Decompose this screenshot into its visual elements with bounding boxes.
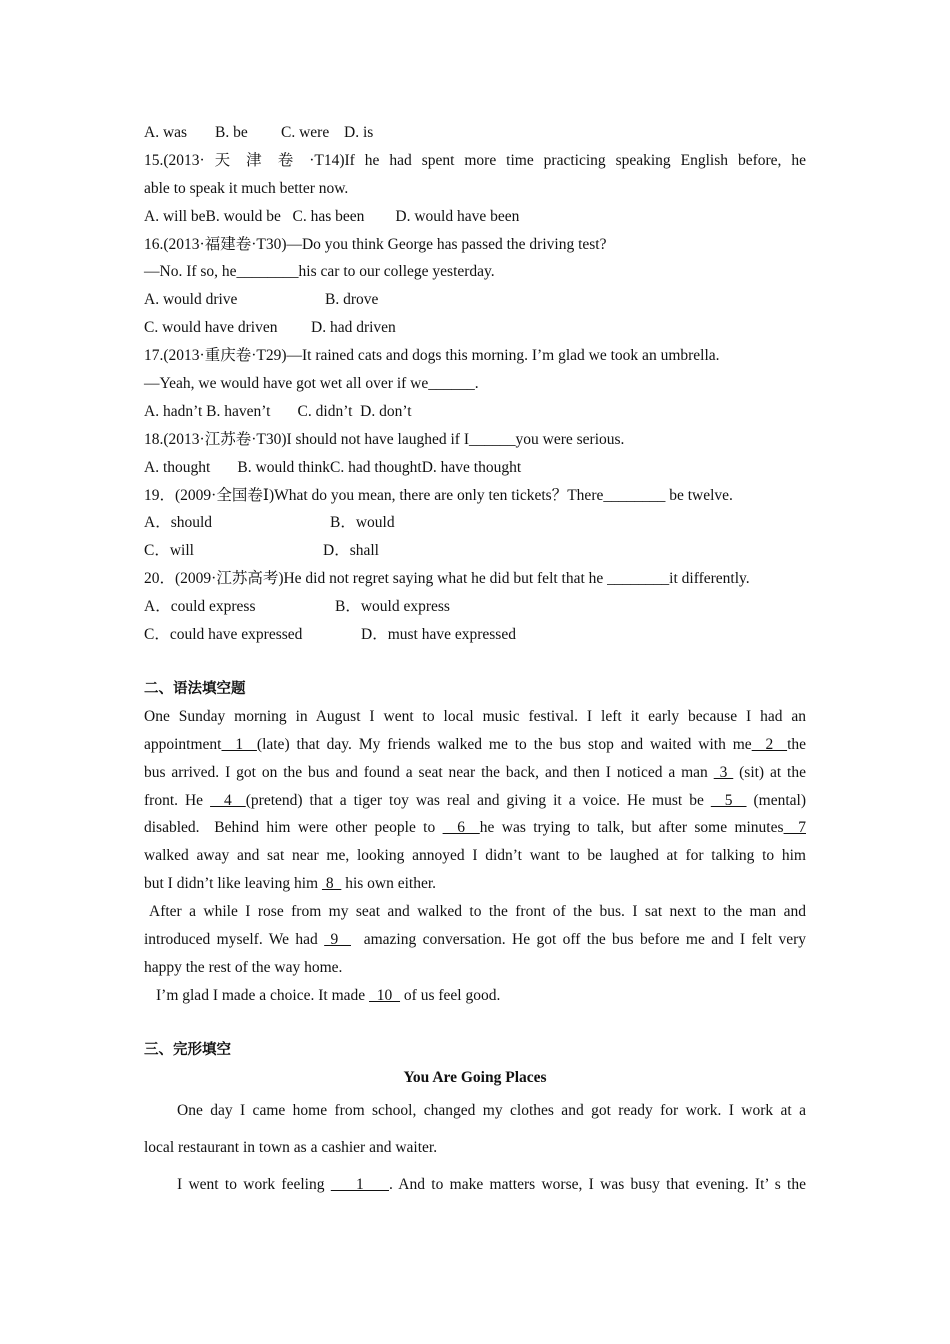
q17-options: A. hadn’t B. haven’t C. didn’t D. don’t xyxy=(144,402,412,420)
q18-stem: 18.(2013·江苏卷·T30)I should not have laughed if I______you were serious. xyxy=(144,430,625,448)
blank-4: 4 xyxy=(210,791,246,809)
q20-options-row2 xyxy=(144,621,806,649)
q14-option-a: A. was xyxy=(144,124,188,141)
s2-p1-line5 xyxy=(144,814,806,842)
s2-p2-line3: happy the rest of the way home. xyxy=(144,958,343,976)
s2-text: appointment xyxy=(144,735,222,753)
spacer xyxy=(144,649,806,675)
document-content xyxy=(144,119,806,1203)
s3-line3 xyxy=(144,1166,806,1203)
q19-option-c: C．will xyxy=(144,542,194,560)
s2-text: (sit) at the xyxy=(733,763,806,781)
s2-text: (mental) xyxy=(746,791,807,809)
s2-p1-line1: One Sunday morning in August I went to local music festival. I left it early because I had an xyxy=(144,707,806,725)
q20-options-row1 xyxy=(144,593,806,621)
s3-line1: One day I came home from school, changed my clothes and got ready for work. I work at a xyxy=(177,1101,806,1119)
s3-line2: local restaurant in town as a cashier and waiter. xyxy=(144,1138,438,1156)
s2-text: bus arrived. I got on the bus and found a seat near the back, and then I noticed a man xyxy=(144,763,714,781)
s2-text: the xyxy=(787,735,807,753)
blank-1: 1 xyxy=(221,735,257,753)
q15-options: A. will beB. would be C. has been D. would have been xyxy=(144,207,520,225)
blank-6: 6 xyxy=(442,819,480,837)
s2-p1-line6: walked away and sat near me, looking annoyed I didn’t want to be laughed at for talking to him xyxy=(144,847,806,865)
q19-options-row1 xyxy=(144,509,806,537)
s2-p1-line3 xyxy=(144,759,806,787)
s2-text: disabled. Behind him were other people to xyxy=(144,819,443,837)
q15-stem-line1: 15.(2013· 天 津 卷 ·T14)If he had spent more time practicing speaking English before, he xyxy=(144,151,806,169)
s2-text: his own either. xyxy=(341,875,437,893)
section2-heading: 二、语法填空题 xyxy=(144,680,246,697)
s2-p1-line7 xyxy=(144,870,806,898)
q16-stem-line1: 16.(2013·福建卷·T30)—Do you think George has passed the driving test? xyxy=(144,235,607,253)
spacer xyxy=(144,1010,806,1036)
blank-2: 2 xyxy=(751,735,788,753)
q17-stem-line2: —Yeah, we would have got wet all over if we______. xyxy=(144,375,479,393)
q16-stem-line2: —No. If so, he________his car to our college yesterday. xyxy=(144,263,495,281)
blank-5: 5 xyxy=(710,791,747,809)
s3-text: I went to work feeling xyxy=(177,1175,331,1193)
s2-text: he was trying to talk, but after some minutes xyxy=(479,819,784,837)
s2-text: introduced myself. We had xyxy=(144,931,325,949)
s2-text: (late) that day. My friends walked me to the bus stop and waited with me xyxy=(256,735,752,753)
blank-10: 10 xyxy=(369,986,401,1004)
q16-option-c: C. would have driven xyxy=(144,319,278,337)
q20-option-a: A．could express xyxy=(144,598,256,616)
cloze-blank-1: 1 xyxy=(330,1175,389,1193)
q14-option-c: C. were xyxy=(281,124,330,141)
s2-p2-line2 xyxy=(144,926,806,954)
q19-stem: 19．(2009·全国卷Ⅰ)What do you mean, there are only ten tickets？There________ be twelve. xyxy=(144,486,733,504)
q14-option-b: B. be xyxy=(215,124,248,141)
q20-option-b: B．would express xyxy=(335,598,450,616)
s2-p1-line4 xyxy=(144,787,806,815)
q16-option-a: A. would drive xyxy=(144,291,238,309)
blank-7: 7 xyxy=(783,819,806,837)
q16-option-b: B. drove xyxy=(325,291,379,309)
s2-p3-line1 xyxy=(144,982,806,1010)
q20-option-d: D．must have expressed xyxy=(361,626,516,644)
s2-text: (pretend) that a tiger toy was real and giving it a voice. He must be xyxy=(245,791,711,809)
q20-stem: 20．(2009·江苏高考)He did not regret saying what he did but felt that he ________it differently. xyxy=(144,570,750,588)
section3-heading: 三、完形填空 xyxy=(144,1041,231,1058)
passage-title: You Are Going Places xyxy=(403,1068,547,1086)
q19-option-a: A．should xyxy=(144,514,213,532)
s2-text: front. He xyxy=(144,791,211,809)
blank-9: 9 xyxy=(324,931,351,949)
q17-stem-line1: 17.(2013·重庆卷·T29)—It rained cats and dogs this morning. I’m glad we took an umbrella. xyxy=(144,347,720,365)
q16-options-row2 xyxy=(144,314,806,342)
s2-text: amazing conversation. He got off the bus before me and I felt very xyxy=(351,931,807,949)
s3-text: . And to make matters worse, I was busy that evening. It’ s the xyxy=(388,1175,806,1193)
q20-option-c: C．could have expressed xyxy=(144,626,303,644)
q19-option-d: D．shall xyxy=(323,542,379,560)
blank-3: 3 xyxy=(713,763,734,781)
s2-text: of us feel good. xyxy=(400,986,501,1004)
q16-option-d: D. had driven xyxy=(311,319,396,337)
q19-option-b: B．would xyxy=(330,514,395,532)
q14-options xyxy=(144,119,806,147)
s2-text: I’m glad I made a choice. It made xyxy=(156,986,370,1004)
blank-8: 8 xyxy=(321,875,342,893)
q14-option-d: D. is xyxy=(344,124,374,141)
q15-stem-line2: able to speak it much better now. xyxy=(144,179,349,197)
q18-options: A. thought B. would thinkC. had thoughtD. have thought xyxy=(144,458,522,476)
q16-options-row1 xyxy=(144,286,806,314)
q19-options-row2 xyxy=(144,537,806,565)
s2-text: but I didn’t like leaving him xyxy=(144,875,322,893)
s2-p1-line2 xyxy=(144,731,806,759)
s2-p2-line1: After a while I rose from my seat and walked to the front of the bus. I sat next to the man and xyxy=(149,903,806,921)
